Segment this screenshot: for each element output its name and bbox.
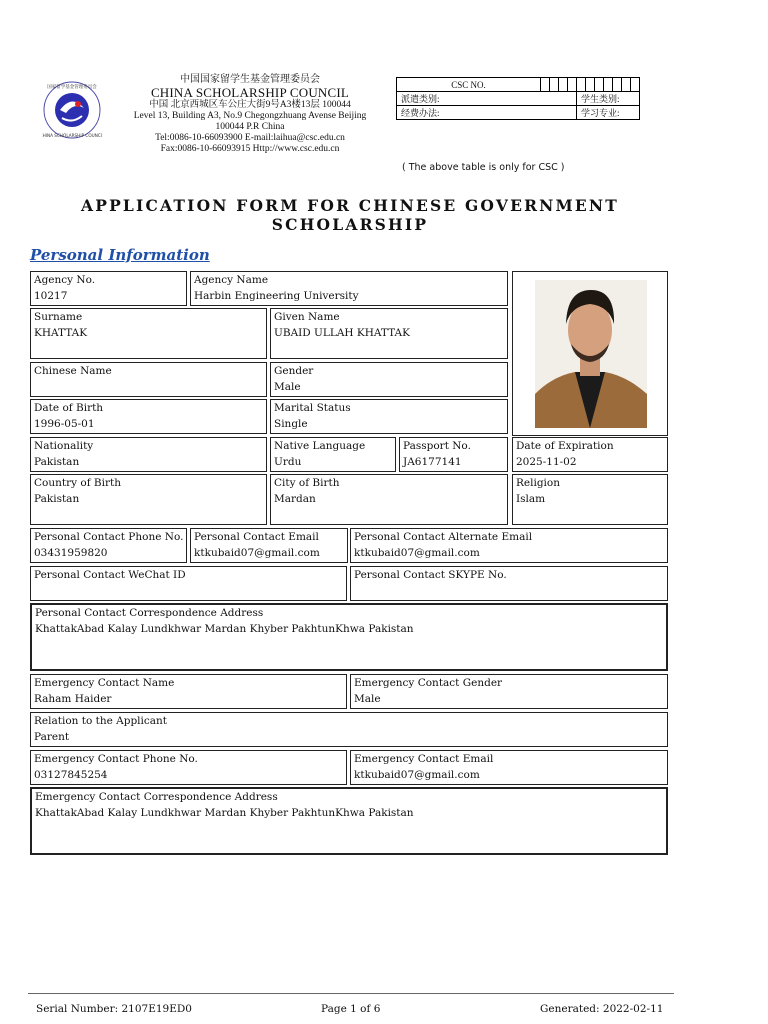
field-value: KHATTAK xyxy=(34,326,88,339)
emergency-address-field xyxy=(30,787,668,855)
field-label: Chinese Name xyxy=(34,365,112,377)
csc-logo xyxy=(42,80,102,140)
page-number: Page 1 of 6 xyxy=(321,1003,381,1015)
field-label: Personal Contact Email xyxy=(194,531,319,543)
field-value: Harbin Engineering University xyxy=(194,289,359,302)
serial-number: Serial Number: 2107E19ED0 xyxy=(36,1003,192,1015)
native-language-field xyxy=(270,437,396,472)
field-value: Pakistan xyxy=(34,455,80,468)
csc-digit-cell xyxy=(541,78,550,92)
wechat-id-field xyxy=(30,566,347,601)
field-label: Native Language xyxy=(274,440,366,452)
csc-digit-cell xyxy=(604,78,613,92)
form-title-line2: SCHOLARSHIP xyxy=(271,215,429,234)
field-value: ktkubaid07@gmail.com xyxy=(354,546,480,559)
emergency-phone-field xyxy=(30,750,347,785)
field-value: 10217 xyxy=(34,289,68,302)
field-value: Single xyxy=(274,417,308,430)
council-tel-email: Tel:0086-10-66093900 E-mail:laihua@csc.edu.cn xyxy=(155,133,345,144)
field-label: Date of Birth xyxy=(34,402,104,414)
csc-dispatch-type: 派遣类别: xyxy=(397,92,577,106)
country-of-birth-field xyxy=(30,474,267,525)
field-label: Marital Status xyxy=(274,402,351,414)
csc-digit-cell xyxy=(622,78,631,92)
nationality-field xyxy=(30,437,267,472)
field-label: City of Birth xyxy=(274,477,340,489)
form-title xyxy=(60,196,640,234)
given-name-field xyxy=(270,308,508,359)
field-value: Islam xyxy=(516,492,546,505)
field-label: Passport No. xyxy=(403,440,471,452)
council-postcode: 100044 P.R China xyxy=(215,122,285,133)
date-of-birth-field xyxy=(30,399,267,434)
gender-field xyxy=(270,362,508,397)
csc-digit-cell xyxy=(631,78,640,92)
field-value: JA6177141 xyxy=(403,455,462,468)
field-label: Emergency Contact Phone No. xyxy=(34,753,198,765)
form-title-line1: APPLICATION FORM FOR CHINESE GOVERNMENT xyxy=(80,196,620,215)
csc-office-table xyxy=(396,77,640,120)
passport-expiration-field xyxy=(512,437,668,472)
field-label: Nationality xyxy=(34,440,94,452)
field-label: Country of Birth xyxy=(34,477,122,489)
csc-digit-cell xyxy=(586,78,595,92)
surname-field xyxy=(30,308,267,359)
field-value: Male xyxy=(274,380,301,393)
personal-phone-field xyxy=(30,528,187,563)
field-label: Personal Contact SKYPE No. xyxy=(354,569,507,581)
field-label: Personal Contact WeChat ID xyxy=(34,569,186,581)
council-info xyxy=(110,74,390,155)
religion-field xyxy=(512,474,668,525)
personal-email-field xyxy=(190,528,348,563)
passport-no-field xyxy=(399,437,508,472)
field-value: 1996-05-01 xyxy=(34,417,95,430)
field-label: Given Name xyxy=(274,311,340,323)
field-label: Personal Contact Phone No. xyxy=(34,531,184,543)
field-value: Pakistan xyxy=(34,492,80,505)
council-address-zh: 中国 北京西城区车公庄大街9号A3楼13层 100044 xyxy=(149,100,351,111)
field-value: Raham Haider xyxy=(34,692,112,705)
emergency-email-field xyxy=(350,750,668,785)
emergency-name-field xyxy=(30,674,347,709)
council-fax-web: Fax:0086-10-66093915 Http://www.csc.edu.cn xyxy=(160,144,340,155)
field-label: Relation to the Applicant xyxy=(34,715,168,727)
field-label: Emergency Contact Correspondence Address xyxy=(35,791,278,803)
city-of-birth-field xyxy=(270,474,508,525)
field-label: Religion xyxy=(516,477,560,489)
section-title: Personal Information xyxy=(30,246,210,264)
field-value: KhattakAbad Kalay Lundkhwar Mardan Khyber PakhtunKhwa Pakistan xyxy=(35,806,414,819)
csc-digit-cell xyxy=(559,78,568,92)
csc-major: 学习专业: xyxy=(577,106,640,120)
marital-status-field xyxy=(270,399,508,434)
csc-digit-cell xyxy=(595,78,604,92)
chinese-name-field xyxy=(30,362,267,397)
field-value: Urdu xyxy=(274,455,302,468)
field-value: Male xyxy=(354,692,381,705)
agency-no-field xyxy=(30,271,187,306)
field-label: Surname xyxy=(34,311,83,323)
council-en-name: CHINA SCHOLARSHIP COUNCIL xyxy=(150,84,350,100)
footer-divider xyxy=(28,993,674,994)
agency-name-field xyxy=(190,271,508,306)
field-label: Emergency Contact Gender xyxy=(354,677,503,689)
field-label: Personal Contact Correspondence Address xyxy=(35,607,264,619)
emergency-gender-field xyxy=(350,674,668,709)
field-label: Emergency Contact Email xyxy=(354,753,494,765)
field-label: Gender xyxy=(274,365,314,377)
field-value: 2025-11-02 xyxy=(516,455,577,468)
skype-no-field xyxy=(350,566,668,601)
field-label: Agency No. xyxy=(34,274,96,286)
correspondence-address-field xyxy=(30,603,668,671)
csc-funding-method: 经费办法: xyxy=(397,106,577,120)
field-value: KhattakAbad Kalay Lundkhwar Mardan Khyber PakhtunKhwa Pakistan xyxy=(35,622,414,635)
relation-field xyxy=(30,712,668,747)
applicant-photo xyxy=(512,271,668,436)
field-value: ktkubaid07@gmail.com xyxy=(194,546,320,559)
csc-student-type: 学生类别: xyxy=(577,92,640,106)
field-label: Personal Contact Alternate Email xyxy=(354,531,533,543)
generated-date: Generated: 2022-02-11 xyxy=(540,1003,664,1015)
field-value: Mardan xyxy=(274,492,316,505)
council-zh-name: 中国国家留学生基金管理委员会 xyxy=(180,74,320,85)
field-label: Emergency Contact Name xyxy=(34,677,175,689)
field-value: Parent xyxy=(34,730,70,743)
svg-text:CHINA SCHOLARSHIP COUNCIL: CHINA SCHOLARSHIP COUNCIL xyxy=(42,133,102,138)
csc-digit-cell xyxy=(577,78,586,92)
alternate-email-field xyxy=(350,528,668,563)
field-value: 03127845254 xyxy=(34,768,108,781)
council-address-en: Level 13, Building A3, No.9 Chegongzhuang Avense Beijing xyxy=(133,111,367,122)
field-value: UBAID ULLAH KHATTAK xyxy=(274,326,410,339)
field-label: Date of Expiration xyxy=(516,440,614,452)
field-value: ktkubaid07@gmail.com xyxy=(354,768,480,781)
field-value: 03431959820 xyxy=(34,546,108,559)
field-label: Agency Name xyxy=(194,274,269,286)
csc-digit-cell xyxy=(613,78,622,92)
csc-digit-cell xyxy=(568,78,577,92)
csc-digit-cell xyxy=(550,78,559,92)
csc-no-label: CSC NO. xyxy=(397,78,541,92)
svg-text:国家留学基金管理委员会: 国家留学基金管理委员会 xyxy=(47,85,97,90)
csc-table-note: ( The above table is only for CSC ) xyxy=(402,162,565,173)
